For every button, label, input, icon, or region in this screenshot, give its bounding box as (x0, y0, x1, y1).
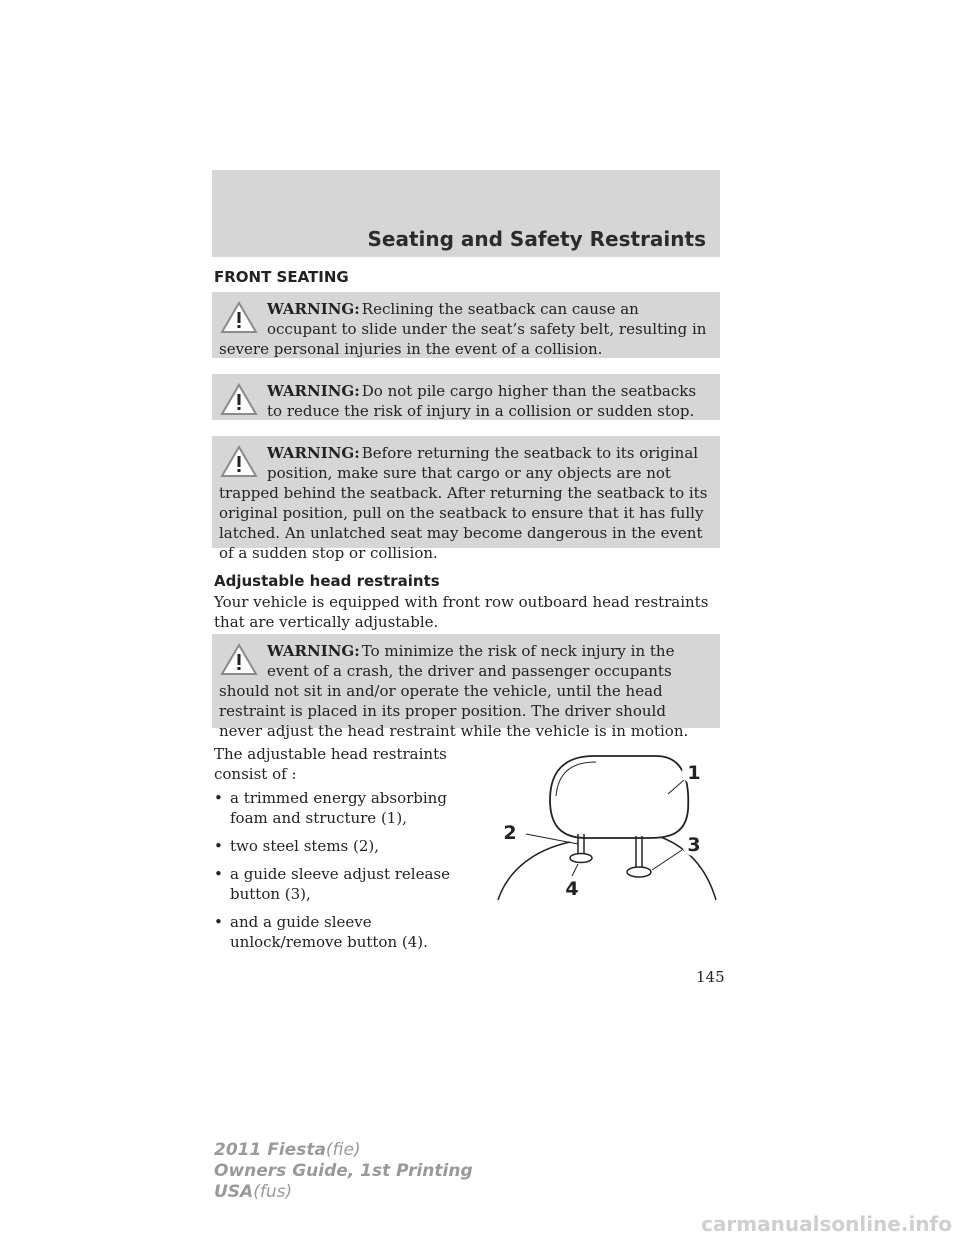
heading-adjustable-head-restraints: Adjustable head restraints (214, 572, 440, 590)
watermark: carmanualsonline.info (701, 1212, 952, 1236)
footer-line-1: 2011 Fiesta(fie) (214, 1140, 361, 1160)
warning-box-2 (212, 374, 720, 420)
warning-box-4 (212, 634, 720, 740)
footer-line-3: USA(fus) (214, 1182, 293, 1202)
warning-triangle-icon (219, 443, 259, 479)
heading-front-seating: FRONT SEATING (214, 268, 349, 286)
callout-3: 3 (687, 834, 701, 856)
warning-triangle-icon (219, 381, 259, 417)
warning-triangle-icon (219, 641, 259, 677)
intro-paragraph: Your vehicle is equipped with front row outboard head restraints that are vertically adjustable. (214, 593, 709, 631)
list-item: • a guide sleeve adjust release button (3), (214, 865, 450, 903)
warning-label: WARNING: (267, 300, 360, 318)
footer-print-info (214, 1140, 473, 1203)
warning-text: Before returning the seatback to its original position, make sure that cargo or any objects are not trapped behind the seatback. After returning the seatback to its original position, pull on the seatback to ensure that it has fully latched. An unlatched seat may become dangerous in the event of a sudden stop or collision. (219, 444, 708, 562)
callout-4: 4 (565, 878, 579, 900)
component-list (214, 788, 474, 960)
bullet-icon: • (214, 789, 223, 807)
callout-2: 2 (503, 822, 517, 844)
list-item: • a trimmed energy absorbing foam and structure (1), (214, 789, 447, 827)
warning-text: Do not pile cargo higher than the seatbacks to reduce the risk of injury in a collision or sudden stop. (267, 382, 697, 420)
page-number: 145 (696, 968, 725, 986)
section-title: Seating and Safety Restraints (367, 227, 706, 251)
head-restraint-illustration (486, 752, 720, 902)
callout-1: 1 (687, 762, 701, 784)
bullet-icon: • (214, 913, 223, 931)
warning-label: WARNING: (267, 382, 360, 400)
list-item: • two steel stems (2), (214, 837, 380, 855)
bullet-icon: • (214, 865, 223, 883)
bullet-icon: • (214, 837, 223, 855)
consist-paragraph: The adjustable head restraints consist of : (214, 745, 447, 783)
section-header (212, 170, 720, 257)
list-item: • and a guide sleeve unlock/remove button (4). (214, 913, 428, 951)
warning-text: Reclining the seatback can cause an occupant to slide under the seat’s safety belt, resulting in severe personal injuries in the event of a collision. (219, 300, 707, 358)
warning-box-3 (212, 436, 720, 562)
warning-label: WARNING: (267, 642, 360, 660)
warning-triangle-icon (219, 299, 259, 335)
footer-line-2: Owners Guide, 1st Printing (214, 1161, 473, 1181)
warning-label: WARNING: (267, 444, 360, 462)
warning-text: To minimize the risk of neck injury in the event of a crash, the driver and passenger occupants should not sit in and/or operate the vehicle, until the head restraint is placed in its proper position. The driver should never adjust the head restraint while the vehicle is in motion. (219, 642, 689, 740)
warning-box-1 (212, 292, 720, 358)
